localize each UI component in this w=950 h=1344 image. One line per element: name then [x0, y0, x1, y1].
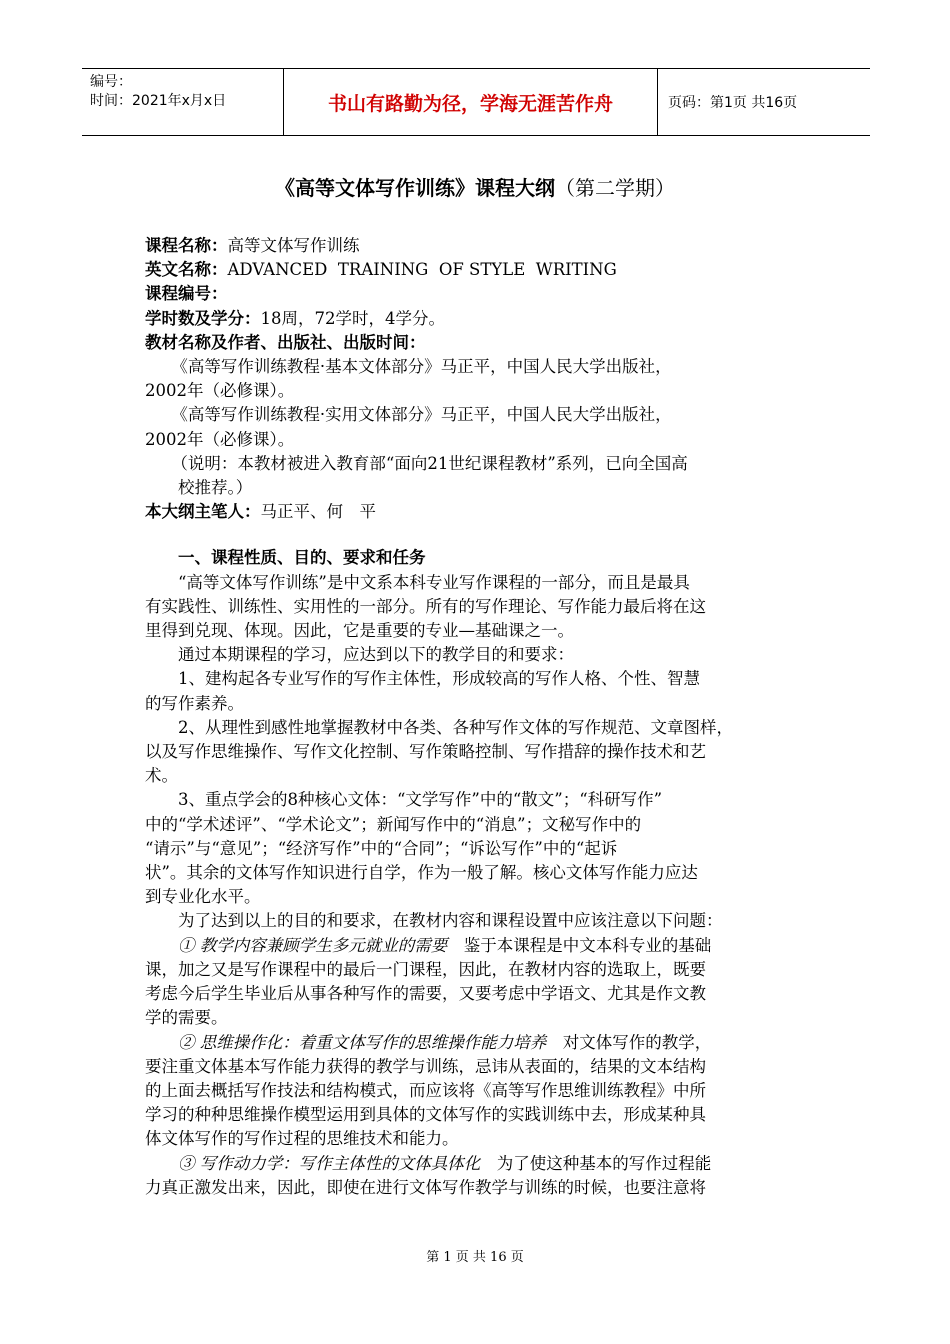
hours-label: 学时数及学分：: [145, 308, 261, 328]
body-line: 要注重文体基本写作能力获得的教学与训练，忌讳从表面的，结果的文本结构: [145, 1056, 706, 1076]
body-line: 术。: [145, 766, 178, 786]
textbook-label: 教材名称及作者、出版社、出版时间：: [145, 332, 426, 352]
body-line: 3、重点学会的8种核心文体：“文学写作”中的“散文”；“科研写作”: [178, 790, 663, 810]
body-line-point3: [145, 1152, 805, 1176]
header-page-info: 页码：第1页 共16页: [668, 95, 798, 111]
textbook1-a: 《高等写作训练教程·基本文体部分》马正平，中国人民大学出版社，: [171, 357, 672, 377]
number-label: 编号：: [90, 74, 132, 90]
body-line: 2、从理性到感性地掌握教材中各类、各种写作文体的写作规范、文章图样，: [178, 717, 733, 737]
note-a: （说明：本教材被进入教育部“面向21世纪课程教材”系列，已向全国高: [171, 453, 688, 473]
body-line: 通过本期课程的学习，应达到以下的教学目的和要求：: [178, 645, 574, 665]
body-line: “请示”与“意见”；“经济写作”中的“合同”；“诉讼写作”中的“起诉: [145, 838, 618, 858]
body-line: 中的“学术述评”、“学术论文”；新闻写作中的“消息”；文秘写作中的: [145, 814, 642, 834]
body-line: 学习的种种思维操作模型运用到具体的文体写作的实践训练中去，形成某种具: [145, 1105, 706, 1125]
body-line: 课，加之又是写作课程中的最后一门课程，因此，在教材内容的选取上，既要: [145, 959, 706, 979]
english-name-label: 英文名称：: [145, 260, 228, 280]
textbook-line: [145, 331, 805, 355]
title-sub: （第二学期）: [555, 176, 675, 200]
point2-heading: ② 思维操作化：着重文体写作的思维操作能力培养: [178, 1032, 547, 1052]
point3-text: 为了使这种基本的写作过程能: [496, 1153, 712, 1173]
note-b: 校推荐。）: [178, 478, 253, 498]
author-label: 本大纲主笔人：: [145, 502, 261, 522]
document-title: [0, 172, 950, 201]
body-line: 有实践性、训练性、实用性的一部分。所有的写作理论、写作能力最后将在这: [145, 596, 706, 616]
section1-heading: 一、课程性质、目的、要求和任务: [178, 548, 426, 568]
course-name-label: 课程名称：: [145, 236, 228, 255]
title-main: 《高等文体写作训练》课程大纲: [275, 176, 555, 200]
point2-text: 对文体写作的教学，: [562, 1032, 712, 1052]
body-line: 状”。其余的文体写作知识进行自学，作为一般了解。核心文体写作能力应达: [145, 863, 698, 883]
course-code-label: 课程编号：: [145, 284, 228, 304]
body-line-point2: [145, 1031, 805, 1055]
body-line-point1: [145, 934, 805, 958]
point3-heading: ③ 写作动力学：写作主体性的文体具体化: [178, 1153, 481, 1173]
body-line: 为了达到以上的目的和要求，在教材内容和课程设置中应该注意以下问题：: [178, 911, 723, 931]
header-table: [82, 68, 870, 136]
course-name-value: 高等文体写作训练: [227, 236, 360, 255]
course-code-line: [145, 282, 805, 306]
hours-line: [145, 307, 805, 331]
point1-heading: ① 教学内容兼顾学生多元就业的需要: [178, 935, 448, 955]
body-line: 体文体写作的写作过程的思维技术和能力。: [145, 1129, 459, 1149]
body-line: 以及写作思维操作、写作文化控制、写作策略控制、写作措辞的操作技术和艺: [145, 742, 706, 762]
body-line: 的上面去概括写作技法和结构模式，而应该将《高等写作思维训练教程》中所: [145, 1080, 706, 1100]
textbook1-b: 2002年（必修课）。: [145, 381, 295, 401]
body-line: “高等文体写作训练”是中文系本科专业写作课程的一部分，而且是最具: [178, 572, 690, 592]
point1-text: 鉴于本课程是中文本科专业的基础: [463, 935, 712, 955]
header-meta-cell: [82, 69, 284, 135]
english-name-line: [145, 258, 805, 282]
document-body: [145, 234, 805, 1200]
english-name-value: ADVANCED TRAINING OF STYLE WRITING: [227, 260, 617, 280]
author-line: [145, 500, 805, 524]
textbook2-a: 《高等写作训练教程·实用文体部分》马正平，中国人民大学出版社，: [171, 405, 672, 425]
body-line: 1、建构起各专业写作的写作主体性，形成较高的写作人格、个性、智慧: [178, 669, 700, 689]
course-name-line: [145, 234, 805, 258]
body-line: 力真正激发出来，因此，即使在进行文体写作教学与训练的时候，也要注意将: [145, 1177, 706, 1197]
header-motto: 书山有路勤为径，学海无涯苦作舟: [284, 69, 658, 135]
body-line: 学的需要。: [145, 1008, 228, 1028]
body-line: 里得到兑现、体现。因此，它是重要的专业—基础课之一。: [145, 621, 574, 641]
page-footer: 第 1 页 共 16 页: [426, 1250, 524, 1265]
hours-value: 18周，72学时，4学分。: [260, 308, 445, 328]
author-value: 马正平、何 平: [260, 502, 376, 522]
date-label: 时间：2021年x月x日: [90, 93, 227, 109]
body-line: 到专业化水平。: [145, 887, 261, 907]
textbook2-b: 2002年（必修课）。: [145, 429, 295, 449]
body-line: 的写作素养。: [145, 693, 244, 713]
body-line: 考虑今后学生毕业后从事各种写作的需要，又要考虑中学语文、尤其是作文教: [145, 984, 706, 1004]
